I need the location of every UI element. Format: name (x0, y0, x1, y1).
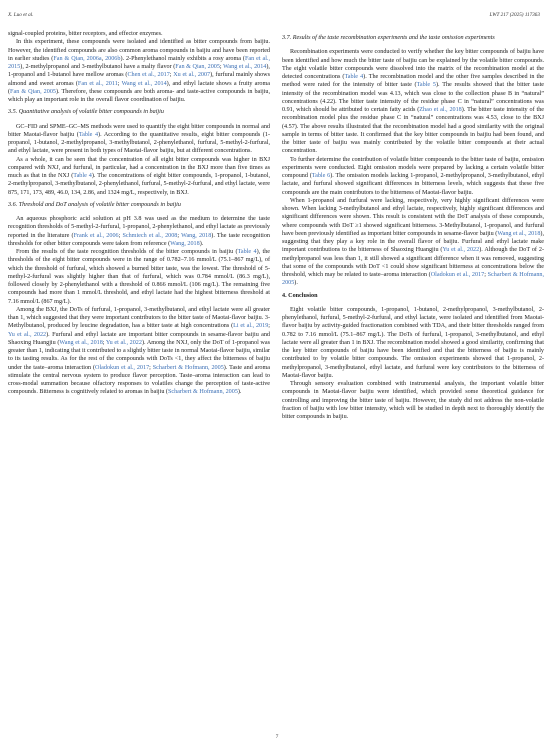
citation-link[interactable]: Wang et al., 2018 (497, 230, 541, 237)
paragraph: An aqueous phosphoric acid solution at pH 3.8 was used as the medium to determine the taste recognition thresholds of 5-methyl-2-furfural, 1-propanol, 2-phenylethanol, and ethyl lactate as previously reported in the literature (Frank et al., 2006; Schmiech et al., 2008; Wang, 2018). The taste recognition thresholds for other bitter compounds were taken from reference (Wang, 2018). (8, 216, 270, 247)
paragraph: Eight volatile bitter compounds, 1-propanol, 1-butanol, 2-methylpropanol, 3-methylbutanol, 2-phenylethanol, furfural, 5-methyl-2-furfural, and ethyl lactate, were isolated and identified from Maotai-flavor baijiu by activity-guided fractionation combined with TDA, and their bitter thresholds ranged from 0.782 to 7.16 mmol/L (75.1–867 mg/L). The DoTs of furfural, 1-propanol, 3-methylbutanol, and ethyl lactate were all greater than 1 in BXJ. The recombination model showed a good similarity, confirming that the key bitter compounds of baijiu have been identified and that the bitterness of baijiu is mainly contributed to by volatile bitter compounds. The omission experiments showed that 1-propanol, 2-methylpropanol, 3-methylbutanol, ethyl lactate, and furfural were key contributors to the bitterness of Maotai-flavor baijiu. (282, 306, 544, 379)
section-heading: 3.5. Quantitative analysis of volatile bitter compounds in baijiu (8, 109, 164, 116)
citation-link[interactable]: Fan & Qian, 2005 (175, 64, 220, 70)
section-heading: 3.6. Threshold and DoT analysis of volatile bitter compounds in baijiu (8, 201, 181, 208)
section-heading: 3.7. Results of the taste recombination experiments and the taste omission experiments (282, 35, 495, 41)
paragraph: Recombination experiments were conducted to verify whether the key bitter compounds of baijiu have been identified and how much the bitter taste of baijiu can be explained by the volatile bitter compounds. The eight volatile bitter compounds were dissolved into the matrix of the recombination model at the detected concentrations (Table 4). The recombination model and the other five samples described in the method were rated for the intensity of bitter taste (Table 5). The results showed that the bitter taste intensity of the recombination model was 4.13, which was close to the collection phase B in “natural” concentrations (4.22). The bitter taste intensity of the residue phase C in “natural” concentrations was 0.91, which should be attributed to certain fatty acids (Zhao et al., 2018). The bitter taste intensity of the recombination model plus the residue phase C in “natural” concentrations was 4.53, close to the BXJ (4.57). The above results illustrated that the recombination model had a good similarity with the original sample in terms of bitter taste. It confirmed that the key bitter compounds in baijiu had been found, and the bitter taste of baijiu was mainly contributed by the volatile bitter compounds at their actual concentration. (282, 49, 544, 155)
paragraph: GC–FID and SPME–GC–MS methods were used to quantify the eight bitter compounds in normal and bitter Maotai-flavor baijiu (Table 4). According to the quantitative results, eight bitter compounds (1-propanol, 1-butanol, 2-methylpropanol, 3-methylbutanol, 2-phenylethanol, furfural, 5-methyl-2-furfural, and ethyl lactate, were present in both types of Maotai-flavor baijiu, but at different concentrations. (8, 123, 270, 155)
citation-link[interactable]: Table 4 (73, 173, 92, 179)
paragraph: As a whole, it can be seen that the concentration of all eight bitter compounds was higher in BXJ compared with NXJ, and furfural, in particular, had a concentration in the BXJ more than five times as much as that in the NXJ (Table 4). The concentrations of eight bitter compounds, 1-propanol, 1-butanol, 2-methylpropanol, 3-methylbutanol, 2-phenylethanol, furfural, 5-methyl-2-furfural, and ethyl lactate, were 875, 171, 173, 489, 46.0, 134, 2.86, and 1324 mg/L, respectively, in BXJ. (8, 156, 270, 196)
right-column (282, 30, 544, 421)
citation-link[interactable]: Scharbert & Hofmann, 2005 (167, 389, 238, 396)
paragraph: Among the BXJ, the DoTs of furfural, 1-propanol, 3-methylbutanol, and ethyl lactate were all greater than 1, which suggested that they were important contributors to the bitter taste of Maotai-flavor baijiu. 3-Methylbutanol, produced by leucine degradation, has a bitter taste at high concentrations (Li et al., 2019; Yu et al., 2022). Furfural and ethyl lactate are important bitter compounds in sesame-flavor baijiu and Shaoxing Huangjiu (Wang et al., 2018; Yu et al., 2022). Among the NXJ, only the DoT of 1-propanol was greater than 1, indicating that it contributed to a slightly bitter taste in normal Maotai-flavor baijiu, similar to its tasting results. As for the rest of the compounds with DoTs <1, they affect the bitterness of baijiu under the taste–aroma interaction (Oladokun et al., 2017; Scharbert & Hofmann, 2005). Taste and aroma stimulate the central nervous system to produce flavor perception. Taste–aroma interaction can lead to cross-modal summation because olfactory responses to volatiles change the perception of taste-active compounds. Bitterness is cognitively related to aromas in baijiu (Scharbert & Hofmann, 2005). (8, 306, 270, 396)
paragraph: From the results of the taste recognition thresholds of the bitter compounds in baijiu (Table 4), the thresholds of the eight bitter compounds were in the range of 0.782–7.16 mmol/L (75.1–867 mg/L), of which the threshold of furfural, which showed a burned bitter taste, was the lowest. The threshold of 5-methyl-2-furfural was slightly higher than that of furfural, which was 0.784 mmol/L (86.3 mg/L), followed closely by 2-phenylethanol with a threshold of 0.866 mmol/L (106 mg/L). The remaining five compounds had more than 1 mmol/L threshold, and ethyl lactate had the highest bitterness threshold at 7.16 mmol/L (867 mg/L). (8, 249, 270, 305)
citation-link[interactable]: Oladokun et al., 2017 (95, 364, 150, 371)
paragraph: When 1-propanol and furfural were lacking, respectively, very highly significant differences were shown. When lacking 3-methylbutanol and ethyl lactate, respectively, highly significant differences and significant differences were shown. This result is consistent with the DoT analysis of these compounds, where compounds with DoT ≥1 showed significant bitterness. 3-Methylbutanol, 1-propanol, and furfural have been previously identified as important bitter compounds in sesame-flavor baijiu (Wang et al., 2018), suggesting that they play a key role in the overall flavor of baijiu. Furfural and ethyl lactate make important contributions to the bitterness of Shaoxing Huangjiu (Yu et al., 2022). Although the DoT of 2-methylpropanol was less than 1, it still showed a significant difference when it was removed, suggesting that some of the compounds with DoT <1 could show significant bitterness at concentrations below the threshold, which may be related to taste–aroma interaction (Oladokun et al., 2017; Scharbert & Hofmann, 2005). (282, 197, 545, 287)
citation-link[interactable]: Li et al., 2019 (233, 323, 269, 330)
citation-link[interactable]: Wang et al., 2014 (121, 80, 167, 87)
citation-link[interactable]: Table 6 (311, 173, 331, 179)
citation-link[interactable]: Wang, 2018 (170, 240, 200, 247)
citation-link[interactable]: 2006b (105, 55, 121, 62)
citation-link[interactable]: Table 4 (237, 249, 257, 255)
section-heading: 4. Conclusion (282, 292, 318, 299)
citation-link[interactable]: Table 4 (78, 131, 99, 138)
left-column (8, 30, 270, 397)
citation-link[interactable]: Fan et al., 2015 (8, 55, 270, 70)
citation-link[interactable]: Oladokun et al., 2017 (430, 272, 485, 278)
running-header-authors: X. Luo et al. (8, 12, 34, 18)
citation-link[interactable]: Xu et al., 2007 (173, 72, 211, 79)
citation-link[interactable]: Wang, 2018 (181, 232, 212, 239)
citation-link[interactable]: Schmiech et al., 2008 (122, 232, 178, 239)
citation-link[interactable]: Table 4 (344, 74, 364, 80)
page-number: 7 (275, 734, 279, 740)
paragraph: In this experiment, these compounds were isolated and identified as bitter compounds from baijiu. However, the identified compounds are also common aroma compounds in baijiu and have been reported in earlier studies (Fan & Qian, 2006a, 2006b). 2-Phenylethanol mainly exhibits a rosy aroma (Fan et al., 2015), 2-methylpropanol and 3-methylbutanol have a malty flavor (Fan & Qian, 2005; Wang et al., 2014), 1-propanol and 1-butanol have mellow aromas (Chen et al., 2017; Xu et al., 2007), furfural mainly shows almond and sweet aromas (Fan et al., 2011; Wang et al., 2014), and ethyl lactate shows a fruity aroma (Fan & Qian, 2005). Therefore, these compounds are both aroma- and taste-active compounds in baijiu, which play an important role in the overall flavor coordination of baijiu. (8, 39, 271, 103)
citation-link[interactable]: Table 5 (416, 82, 436, 89)
citation-link[interactable]: Wang et al., 2014 (223, 64, 267, 70)
citation-link[interactable]: Fan et al., 2011 (77, 80, 118, 87)
citation-link[interactable]: Fan & Qian, 2006a (53, 55, 102, 62)
citation-link[interactable]: Yu et al., 2022 (442, 247, 480, 254)
citation-link[interactable]: Zhao et al., 2018 (419, 107, 462, 113)
citation-link[interactable]: Yu et al., 2022 (105, 339, 142, 346)
citation-link[interactable]: Fan & Qian, 2005 (10, 88, 56, 95)
paragraph: Through sensory evaluation combined with instrumental analysis, the important volatile bitter compounds in Maotai-flavor baijiu were identified, which provided some theoretical guidance for controlling and improving the bitter taste of baijiu. However, the study did not address the non-volatile fraction of baijiu with low bitter intensity, which will be studied in depth next to thoroughly identify the bitter compounds in baijiu. (282, 381, 544, 420)
citation-link[interactable]: Scharbert & Hofmann, 2005 (282, 272, 545, 287)
citation-link[interactable]: Wang et al., 2018 (59, 339, 103, 346)
citation-link[interactable]: Chen et al., 2017 (127, 72, 170, 79)
citation-link[interactable]: Scharbert & Hofmann, 2005 (152, 364, 224, 371)
paragraph: To further determine the contribution of volatile bitter compounds to the bitter taste of baijiu, omission experiments were conducted. Eight omission models were prepared by lacking a certain volatile bitter compound (Table 6). The omission models lacking 1-propanol, 2-methylpropanol, 3-methylbutanol, ethyl lactate, and furfural showed significant differences in bitterness levels, which suggests that these five compounds are the main contributors to the bitterness of Maotai-flavor baijiu. (282, 156, 545, 196)
citation-link[interactable]: Yu et al., 2022 (8, 331, 47, 338)
citation-link[interactable]: Frank et al., 2006 (73, 232, 119, 239)
paragraph: signal-coupled proteins, bitter receptors, and effector enzymes. (8, 31, 163, 37)
running-header-journal: LWT 217 (2025) 117363 (489, 12, 540, 18)
